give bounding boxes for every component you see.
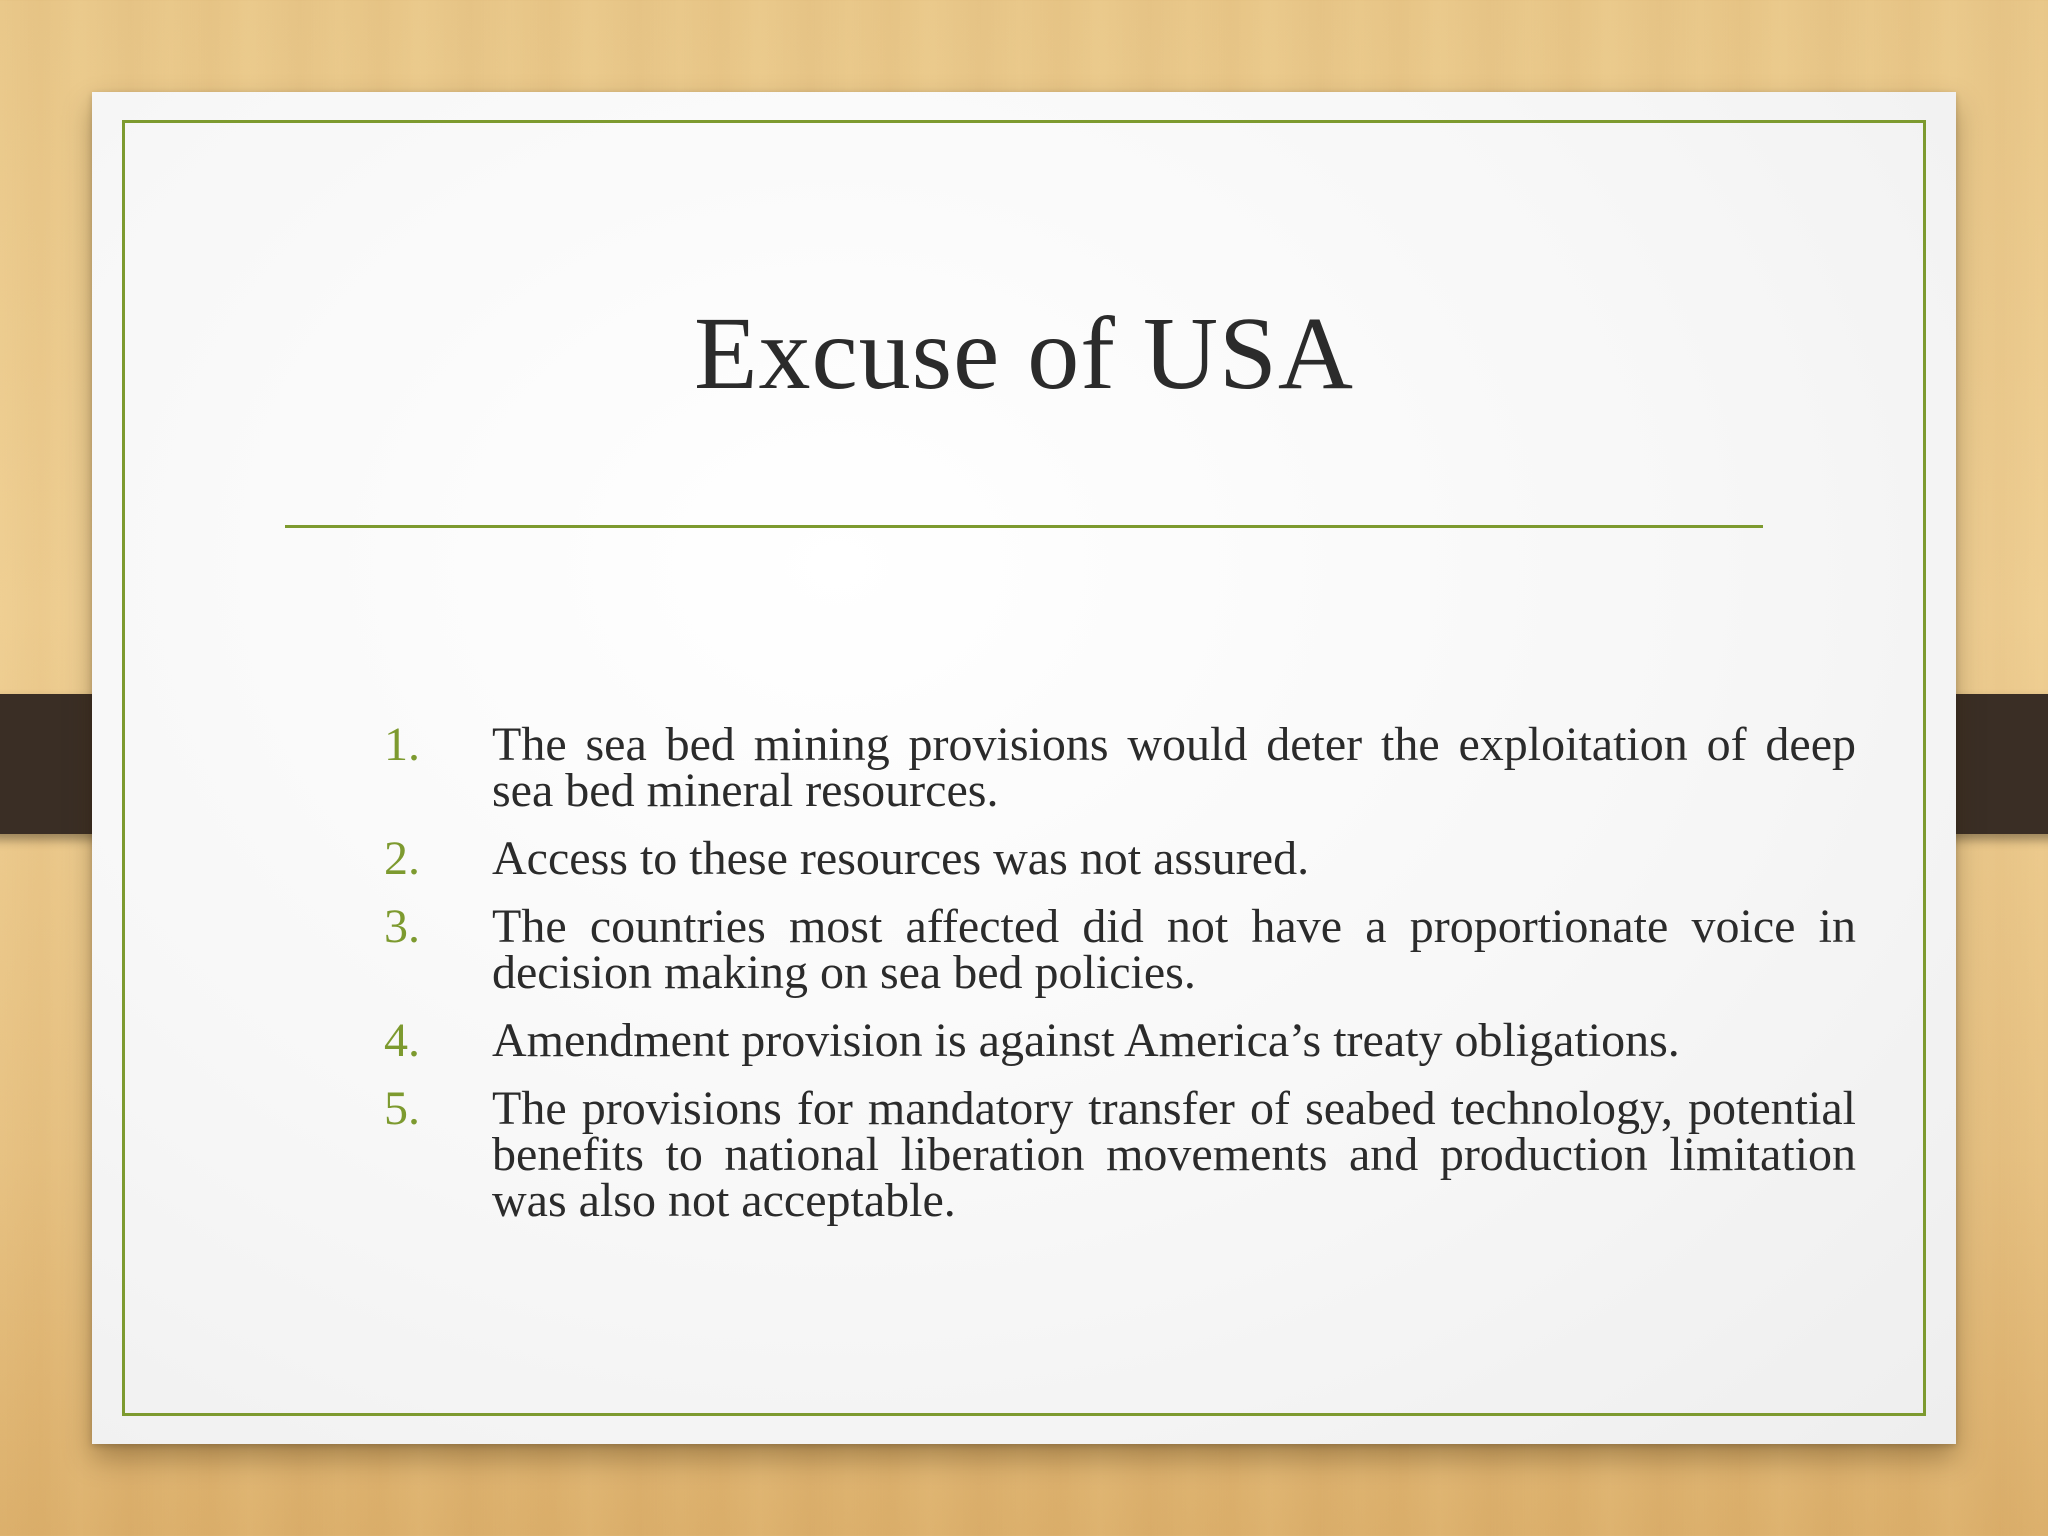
list-item-text: Access to these resources was not assured.	[492, 832, 1310, 885]
list-item-number: 4.	[384, 1014, 420, 1067]
list-item	[384, 1082, 1856, 1227]
list-item-text: The countries most affected did not have a proportionate voice in decision making on sea bed policies.	[492, 900, 1856, 999]
list-item-text: The sea bed mining provisions would deter the exploitation of deep sea bed mineral resources.	[492, 718, 1856, 817]
list-item	[384, 718, 1856, 817]
list-item-text: The provisions for mandatory transfer of seabed technology, potential benefits to national liberation movements and production limitation was also not acceptable.	[492, 1082, 1856, 1227]
list-item	[384, 1014, 1856, 1067]
slide-title: Excuse of USA	[693, 296, 1354, 411]
list-item-number: 2.	[384, 832, 420, 885]
list-item-number: 1.	[384, 718, 420, 771]
list-item-number: 3.	[384, 900, 420, 953]
list-item	[384, 900, 1856, 999]
title-divider	[285, 525, 1763, 528]
list-item-text: Amendment provision is against America’s treaty obligations.	[492, 1014, 1680, 1067]
slide-card	[92, 92, 1956, 1444]
list-item-number: 5.	[384, 1082, 420, 1135]
list-item	[384, 832, 1856, 885]
bullet-list	[384, 718, 1856, 1246]
